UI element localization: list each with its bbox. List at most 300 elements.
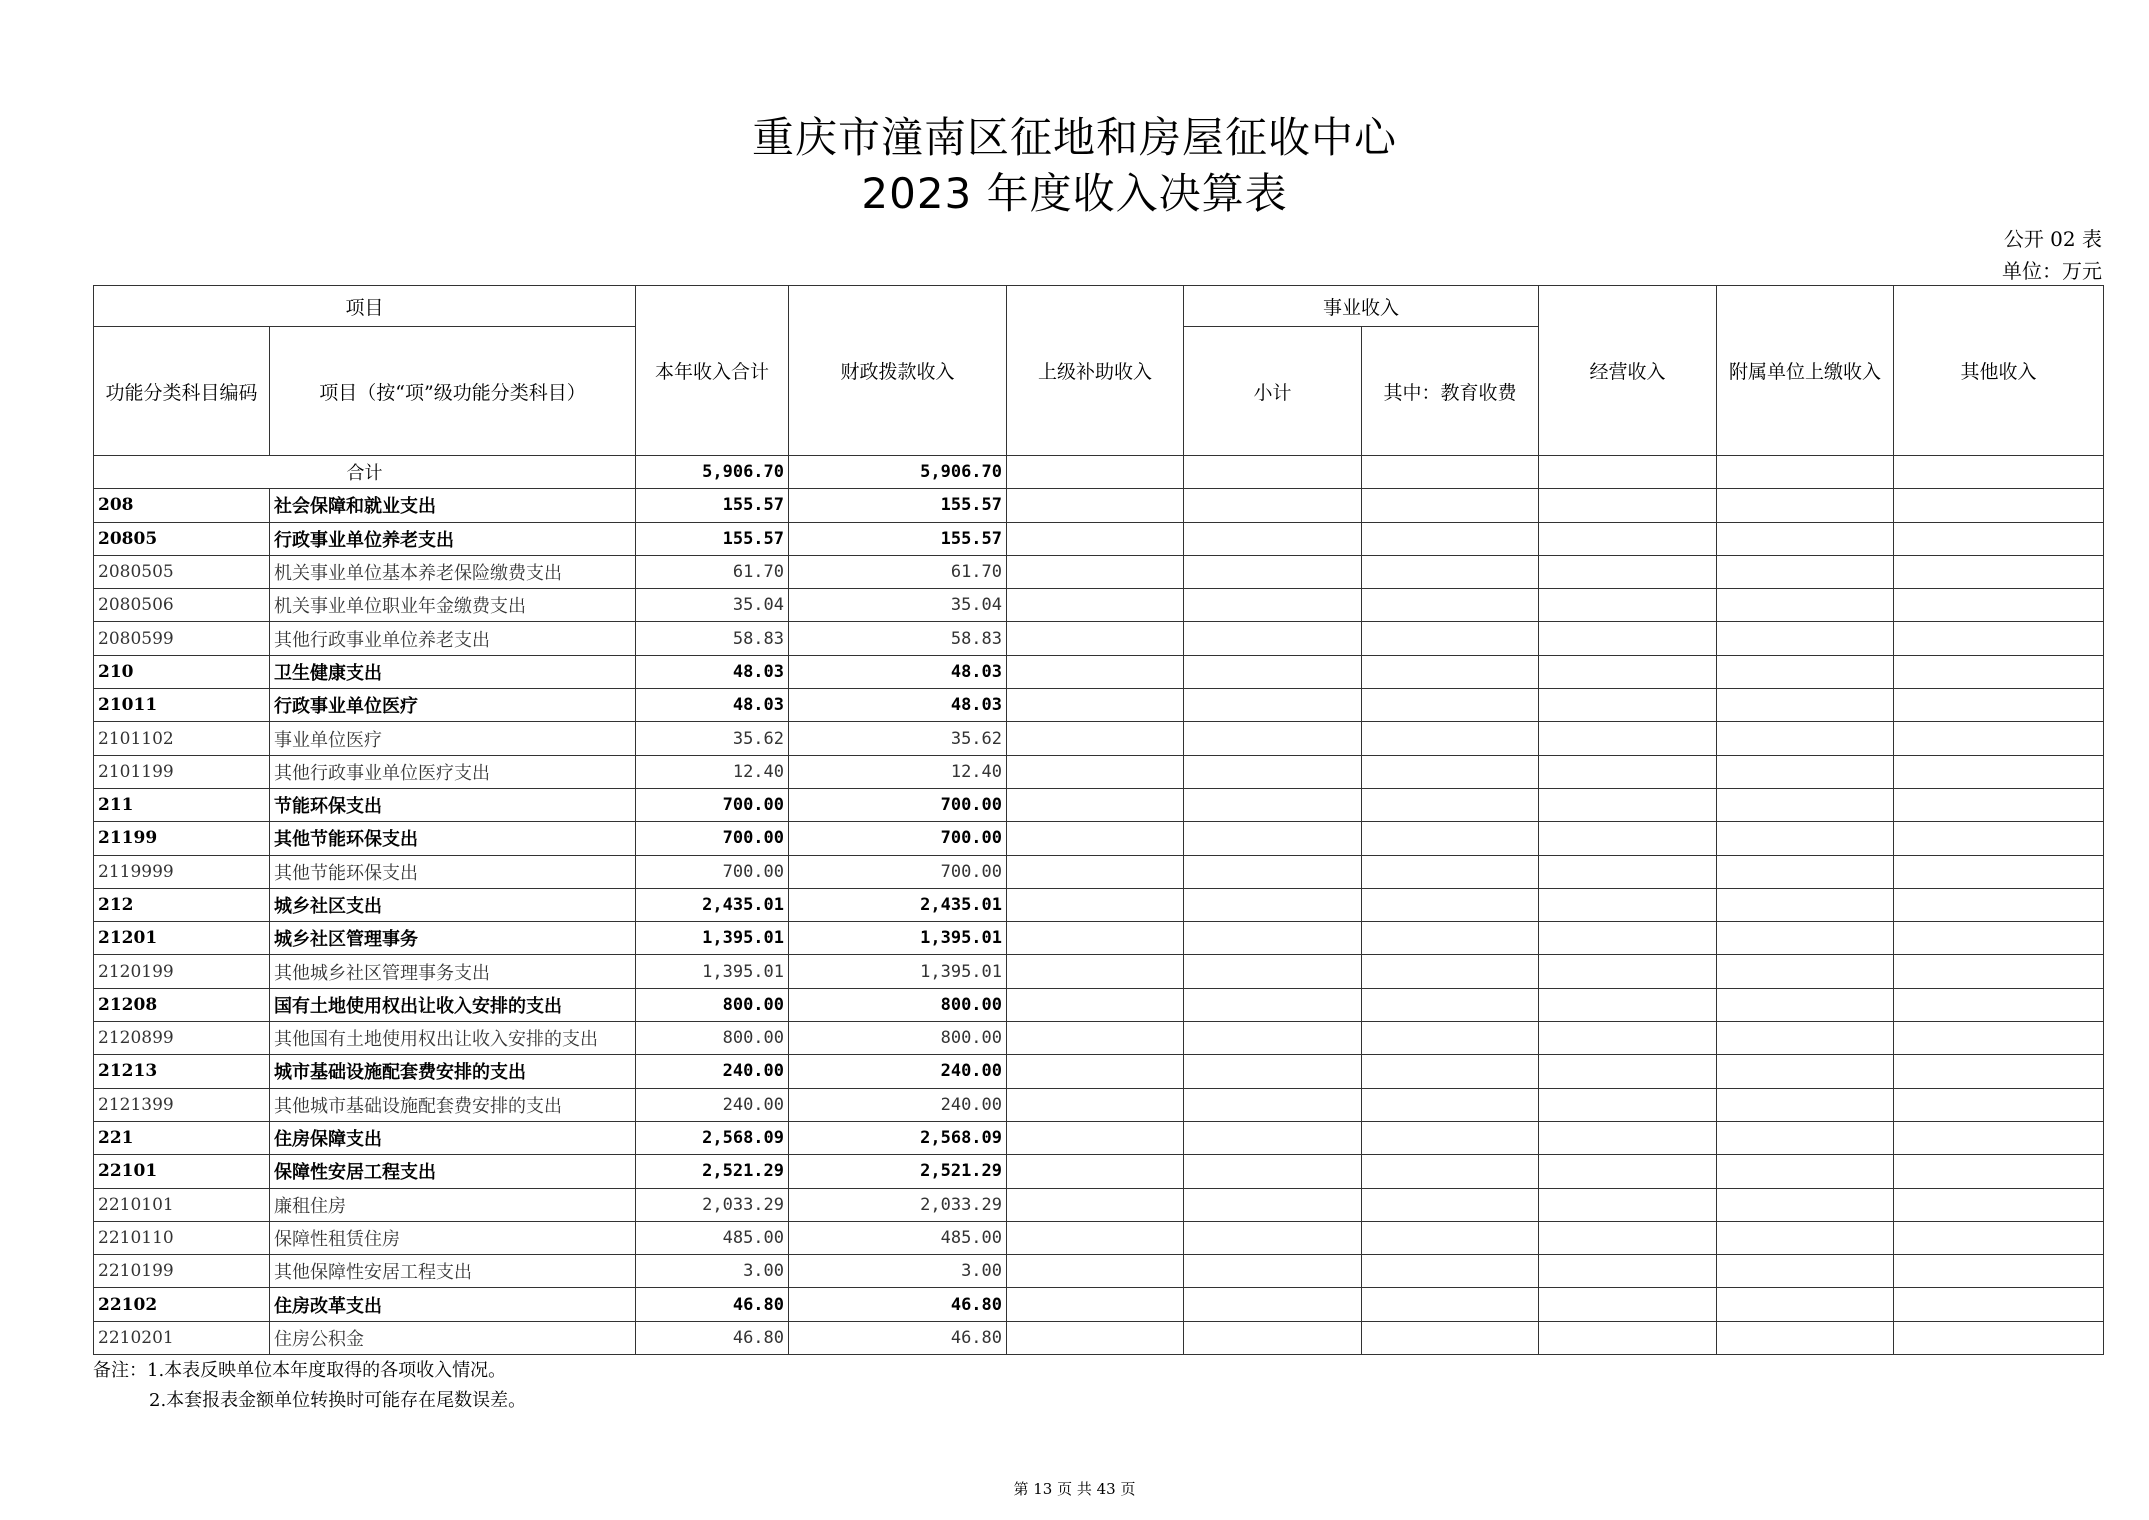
header-affiliated: 附属单位上缴收入 — [1717, 286, 1894, 456]
empty-cell — [1717, 1188, 1894, 1221]
fiscal-cell: 2,435.01 — [789, 888, 1007, 921]
item-name-cell: 住房公积金 — [270, 1321, 636, 1354]
empty-cell — [1894, 855, 2104, 888]
item-name-cell: 行政事业单位养老支出 — [270, 522, 636, 555]
empty-cell — [1539, 1055, 1717, 1088]
code-cell: 2080505 — [94, 555, 270, 588]
empty-cell — [1362, 988, 1539, 1021]
empty-cell — [1539, 1221, 1717, 1254]
empty-cell — [1362, 1321, 1539, 1354]
empty-cell — [1717, 788, 1894, 821]
total-income-cell: 700.00 — [636, 822, 789, 855]
table-row — [94, 655, 2104, 688]
empty-cell — [1717, 456, 1894, 489]
total-income-cell: 2,521.29 — [636, 1155, 789, 1188]
total-income-cell: 61.70 — [636, 555, 789, 588]
unit-label: 单位：万元 — [2002, 259, 2102, 283]
empty-cell — [1717, 1121, 1894, 1154]
empty-cell — [1539, 1288, 1717, 1321]
item-name-cell: 机关事业单位基本养老保险缴费支出 — [270, 555, 636, 588]
empty-cell — [1362, 788, 1539, 821]
empty-cell — [1539, 655, 1717, 688]
total-income-cell: 35.04 — [636, 589, 789, 622]
fiscal-cell: 2,033.29 — [789, 1188, 1007, 1221]
empty-cell — [1362, 456, 1539, 489]
item-name-cell: 保障性安居工程支出 — [270, 1155, 636, 1188]
empty-cell — [1362, 755, 1539, 788]
table-row — [94, 988, 2104, 1021]
empty-cell — [1539, 855, 1717, 888]
header-education-fee: 其中：教育收费 — [1362, 327, 1539, 456]
note-line-1: 备注：1.本表反映单位本年度取得的各项收入情况。 — [93, 1360, 507, 1381]
header-code: 功能分类科目编码 — [94, 327, 270, 456]
empty-cell — [1184, 955, 1362, 988]
notes — [93, 1356, 526, 1416]
total-income-cell: 700.00 — [636, 788, 789, 821]
item-name-cell: 城市基础设施配套费安排的支出 — [270, 1055, 636, 1088]
empty-cell — [1362, 1155, 1539, 1188]
empty-cell — [1362, 622, 1539, 655]
code-cell: 21201 — [94, 922, 270, 955]
empty-cell — [1894, 1221, 2104, 1254]
item-name-cell: 城乡社区支出 — [270, 888, 636, 921]
code-cell: 2210201 — [94, 1321, 270, 1354]
table-row — [94, 1288, 2104, 1321]
empty-cell — [1362, 522, 1539, 555]
empty-cell — [1184, 1288, 1362, 1321]
empty-cell — [1717, 1088, 1894, 1121]
table-row — [94, 522, 2104, 555]
empty-cell — [1007, 922, 1184, 955]
header-fiscal: 财政拨款收入 — [789, 286, 1007, 456]
empty-cell — [1007, 722, 1184, 755]
table-row — [94, 1055, 2104, 1088]
table-row — [94, 1321, 2104, 1354]
empty-cell — [1184, 689, 1362, 722]
code-cell: 22102 — [94, 1288, 270, 1321]
empty-cell — [1717, 722, 1894, 755]
fiscal-cell: 48.03 — [789, 689, 1007, 722]
empty-cell — [1184, 1121, 1362, 1154]
empty-cell — [1894, 788, 2104, 821]
empty-cell — [1894, 1088, 2104, 1121]
empty-cell — [1717, 1321, 1894, 1354]
total-income-cell: 48.03 — [636, 689, 789, 722]
empty-cell — [1007, 456, 1184, 489]
total-income-cell: 1,395.01 — [636, 922, 789, 955]
total-income-cell: 240.00 — [636, 1055, 789, 1088]
fiscal-cell: 1,395.01 — [789, 922, 1007, 955]
fiscal-cell: 46.80 — [789, 1288, 1007, 1321]
item-name-cell: 廉租住房 — [270, 1188, 636, 1221]
item-name-cell: 国有土地使用权出让收入安排的支出 — [270, 988, 636, 1021]
empty-cell — [1894, 1022, 2104, 1055]
empty-cell — [1539, 788, 1717, 821]
empty-cell — [1007, 888, 1184, 921]
total-income-cell: 485.00 — [636, 1221, 789, 1254]
table-row — [94, 589, 2104, 622]
total-income-cell: 1,395.01 — [636, 955, 789, 988]
empty-cell — [1894, 1255, 2104, 1288]
empty-cell — [1184, 1055, 1362, 1088]
total-income-cell: 5,906.70 — [636, 456, 789, 489]
empty-cell — [1007, 1188, 1184, 1221]
header-project: 项目 — [94, 286, 636, 327]
empty-cell — [1894, 489, 2104, 522]
empty-cell — [1539, 1255, 1717, 1288]
empty-cell — [1717, 689, 1894, 722]
empty-cell — [1894, 1055, 2104, 1088]
empty-cell — [1184, 1255, 1362, 1288]
fiscal-cell: 700.00 — [789, 822, 1007, 855]
empty-cell — [1362, 555, 1539, 588]
form-code: 公开 02 表 — [2003, 227, 2102, 251]
total-income-cell: 3.00 — [636, 1255, 789, 1288]
empty-cell — [1184, 988, 1362, 1021]
item-name-cell: 住房改革支出 — [270, 1288, 636, 1321]
empty-cell — [1007, 822, 1184, 855]
empty-cell — [1717, 589, 1894, 622]
total-income-cell: 700.00 — [636, 855, 789, 888]
total-income-cell: 12.40 — [636, 755, 789, 788]
table-row — [94, 788, 2104, 821]
item-name-cell: 城乡社区管理事务 — [270, 922, 636, 955]
item-name-cell: 其他城乡社区管理事务支出 — [270, 955, 636, 988]
empty-cell — [1894, 1288, 2104, 1321]
empty-cell — [1362, 1221, 1539, 1254]
item-name-cell: 其他行政事业单位医疗支出 — [270, 755, 636, 788]
table-row — [94, 555, 2104, 588]
empty-cell — [1184, 722, 1362, 755]
fiscal-cell: 3.00 — [789, 1255, 1007, 1288]
item-name-cell: 其他城市基础设施配套费安排的支出 — [270, 1088, 636, 1121]
empty-cell — [1362, 888, 1539, 921]
item-name-cell: 社会保障和就业支出 — [270, 489, 636, 522]
empty-cell — [1894, 522, 2104, 555]
document-title: 重庆市潼南区征地和房屋征收中心 — [751, 113, 1397, 162]
empty-cell — [1007, 1055, 1184, 1088]
fiscal-cell: 35.62 — [789, 722, 1007, 755]
empty-cell — [1184, 489, 1362, 522]
empty-cell — [1184, 1155, 1362, 1188]
empty-cell — [1539, 489, 1717, 522]
empty-cell — [1717, 855, 1894, 888]
empty-cell — [1894, 689, 2104, 722]
empty-cell — [1717, 1055, 1894, 1088]
code-cell: 2120899 — [94, 1022, 270, 1055]
code-cell: 2210199 — [94, 1255, 270, 1288]
empty-cell — [1007, 988, 1184, 1021]
empty-cell — [1362, 1088, 1539, 1121]
empty-cell — [1894, 988, 2104, 1021]
empty-cell — [1362, 1022, 1539, 1055]
item-name-cell: 其他节能环保支出 — [270, 822, 636, 855]
header-other: 其他收入 — [1894, 286, 2104, 456]
fiscal-cell: 240.00 — [789, 1088, 1007, 1121]
total-income-cell: 155.57 — [636, 522, 789, 555]
empty-cell — [1539, 1022, 1717, 1055]
table-row — [94, 888, 2104, 921]
table-row — [94, 1088, 2104, 1121]
total-income-cell: 2,435.01 — [636, 888, 789, 921]
total-income-cell: 155.57 — [636, 489, 789, 522]
empty-cell — [1539, 1155, 1717, 1188]
empty-cell — [1539, 1088, 1717, 1121]
empty-cell — [1539, 755, 1717, 788]
empty-cell — [1894, 456, 2104, 489]
fiscal-cell: 12.40 — [789, 755, 1007, 788]
total-income-cell: 46.80 — [636, 1288, 789, 1321]
empty-cell — [1539, 589, 1717, 622]
fiscal-cell: 700.00 — [789, 855, 1007, 888]
item-name-cell: 事业单位医疗 — [270, 722, 636, 755]
fiscal-cell: 2,568.09 — [789, 1121, 1007, 1154]
table-row — [94, 855, 2104, 888]
empty-cell — [1894, 822, 2104, 855]
empty-cell — [1362, 1055, 1539, 1088]
empty-cell — [1717, 1255, 1894, 1288]
empty-cell — [1007, 689, 1184, 722]
empty-cell — [1362, 1188, 1539, 1221]
empty-cell — [1539, 822, 1717, 855]
empty-cell — [1894, 1155, 2104, 1188]
empty-cell — [1007, 788, 1184, 821]
empty-cell — [1539, 922, 1717, 955]
empty-cell — [1717, 522, 1894, 555]
empty-cell — [1717, 988, 1894, 1021]
empty-cell — [1007, 589, 1184, 622]
empty-cell — [1894, 655, 2104, 688]
fiscal-cell: 700.00 — [789, 788, 1007, 821]
empty-cell — [1362, 1255, 1539, 1288]
empty-cell — [1007, 1155, 1184, 1188]
total-income-cell: 2,033.29 — [636, 1188, 789, 1221]
fiscal-cell: 800.00 — [789, 988, 1007, 1021]
empty-cell — [1539, 1188, 1717, 1221]
table-row — [94, 722, 2104, 755]
code-cell: 2101199 — [94, 755, 270, 788]
code-cell: 21213 — [94, 1055, 270, 1088]
table-row — [94, 755, 2104, 788]
empty-cell — [1894, 1121, 2104, 1154]
code-cell: 2080506 — [94, 589, 270, 622]
total-fiscal-cell: 5,906.70 — [789, 456, 1007, 489]
empty-cell — [1539, 622, 1717, 655]
empty-cell — [1362, 922, 1539, 955]
item-name-cell: 住房保障支出 — [270, 1121, 636, 1154]
item-name-cell: 机关事业单位职业年金缴费支出 — [270, 589, 636, 622]
empty-cell — [1894, 755, 2104, 788]
empty-cell — [1184, 622, 1362, 655]
fiscal-cell: 800.00 — [789, 1022, 1007, 1055]
empty-cell — [1184, 1088, 1362, 1121]
empty-cell — [1894, 722, 2104, 755]
table-row — [94, 1022, 2104, 1055]
empty-cell — [1539, 955, 1717, 988]
document-subtitle: 2023 年度收入决算表 — [861, 169, 1288, 218]
empty-cell — [1184, 1022, 1362, 1055]
code-cell: 208 — [94, 489, 270, 522]
empty-cell — [1362, 489, 1539, 522]
empty-cell — [1717, 489, 1894, 522]
total-label: 合计 — [94, 456, 636, 489]
empty-cell — [1539, 522, 1717, 555]
total-income-cell: 2,568.09 — [636, 1121, 789, 1154]
item-name-cell: 保障性租赁住房 — [270, 1221, 636, 1254]
income-table — [93, 285, 2104, 1355]
empty-cell — [1184, 855, 1362, 888]
total-income-cell: 800.00 — [636, 988, 789, 1021]
empty-cell — [1539, 722, 1717, 755]
empty-cell — [1007, 855, 1184, 888]
empty-cell — [1362, 689, 1539, 722]
empty-cell — [1539, 555, 1717, 588]
table-row — [94, 622, 2104, 655]
empty-cell — [1007, 1221, 1184, 1254]
empty-cell — [1007, 655, 1184, 688]
empty-cell — [1894, 888, 2104, 921]
header-total-income: 本年收入合计 — [636, 286, 789, 456]
empty-cell — [1184, 922, 1362, 955]
header-operating: 经营收入 — [1539, 286, 1717, 456]
empty-cell — [1717, 955, 1894, 988]
empty-cell — [1539, 888, 1717, 921]
empty-cell — [1007, 1088, 1184, 1121]
empty-cell — [1894, 1321, 2104, 1354]
code-cell: 21208 — [94, 988, 270, 1021]
empty-cell — [1894, 922, 2104, 955]
item-name-cell: 其他行政事业单位养老支出 — [270, 622, 636, 655]
empty-cell — [1184, 1321, 1362, 1354]
total-income-cell: 240.00 — [636, 1088, 789, 1121]
empty-cell — [1717, 1221, 1894, 1254]
empty-cell — [1184, 456, 1362, 489]
item-name-cell: 行政事业单位医疗 — [270, 689, 636, 722]
empty-cell — [1362, 655, 1539, 688]
code-cell: 20805 — [94, 522, 270, 555]
empty-cell — [1184, 655, 1362, 688]
code-cell: 211 — [94, 788, 270, 821]
empty-cell — [1362, 1121, 1539, 1154]
empty-cell — [1717, 822, 1894, 855]
empty-cell — [1539, 1121, 1717, 1154]
empty-cell — [1717, 888, 1894, 921]
header-item: 项目（按“项”级功能分类科目） — [270, 327, 636, 456]
page-number: 第 13 页 共 43 页 — [1013, 1480, 1136, 1498]
fiscal-cell: 155.57 — [789, 522, 1007, 555]
empty-cell — [1362, 722, 1539, 755]
empty-cell — [1717, 655, 1894, 688]
code-cell: 221 — [94, 1121, 270, 1154]
empty-cell — [1539, 988, 1717, 1021]
item-name-cell: 节能环保支出 — [270, 788, 636, 821]
empty-cell — [1717, 555, 1894, 588]
table-row — [94, 1188, 2104, 1221]
fiscal-cell: 485.00 — [789, 1221, 1007, 1254]
table-row — [94, 955, 2104, 988]
empty-cell — [1184, 788, 1362, 821]
empty-cell — [1184, 522, 1362, 555]
table-row — [94, 689, 2104, 722]
empty-cell — [1717, 622, 1894, 655]
code-cell: 2120199 — [94, 955, 270, 988]
table-row — [94, 1121, 2104, 1154]
table-row — [94, 1255, 2104, 1288]
empty-cell — [1539, 689, 1717, 722]
fiscal-cell: 61.70 — [789, 555, 1007, 588]
total-row — [94, 456, 2104, 489]
empty-cell — [1184, 589, 1362, 622]
empty-cell — [1184, 1188, 1362, 1221]
empty-cell — [1007, 1022, 1184, 1055]
item-name-cell: 其他国有土地使用权出让收入安排的支出 — [270, 1022, 636, 1055]
code-cell: 2121399 — [94, 1088, 270, 1121]
code-cell: 2080599 — [94, 622, 270, 655]
table-row — [94, 1221, 2104, 1254]
empty-cell — [1007, 1121, 1184, 1154]
empty-cell — [1184, 888, 1362, 921]
header-superior-subsidy: 上级补助收入 — [1007, 286, 1184, 456]
fiscal-cell: 58.83 — [789, 622, 1007, 655]
fiscal-cell: 35.04 — [789, 589, 1007, 622]
code-cell: 2210110 — [94, 1221, 270, 1254]
total-income-cell: 35.62 — [636, 722, 789, 755]
table-row — [94, 1155, 2104, 1188]
item-name-cell: 卫生健康支出 — [270, 655, 636, 688]
code-cell: 210 — [94, 655, 270, 688]
empty-cell — [1007, 622, 1184, 655]
empty-cell — [1362, 589, 1539, 622]
empty-cell — [1184, 1221, 1362, 1254]
empty-cell — [1894, 589, 2104, 622]
total-income-cell: 48.03 — [636, 655, 789, 688]
code-cell: 2119999 — [94, 855, 270, 888]
table-row — [94, 922, 2104, 955]
note-line-2: 2.本套报表金额单位转换时可能存在尾数误差。 — [149, 1390, 527, 1411]
empty-cell — [1894, 1188, 2104, 1221]
fiscal-cell: 48.03 — [789, 655, 1007, 688]
empty-cell — [1362, 1288, 1539, 1321]
empty-cell — [1894, 955, 2104, 988]
empty-cell — [1007, 955, 1184, 988]
empty-cell — [1717, 1288, 1894, 1321]
empty-cell — [1717, 1155, 1894, 1188]
code-cell: 21199 — [94, 822, 270, 855]
empty-cell — [1717, 1022, 1894, 1055]
empty-cell — [1362, 822, 1539, 855]
fiscal-cell: 1,395.01 — [789, 955, 1007, 988]
fiscal-cell: 155.57 — [789, 489, 1007, 522]
empty-cell — [1184, 822, 1362, 855]
empty-cell — [1539, 456, 1717, 489]
item-name-cell: 其他保障性安居工程支出 — [270, 1255, 636, 1288]
code-cell: 2101102 — [94, 722, 270, 755]
empty-cell — [1539, 1321, 1717, 1354]
total-income-cell: 46.80 — [636, 1321, 789, 1354]
empty-cell — [1362, 855, 1539, 888]
fiscal-cell: 46.80 — [789, 1321, 1007, 1354]
empty-cell — [1007, 522, 1184, 555]
total-income-cell: 58.83 — [636, 622, 789, 655]
empty-cell — [1184, 755, 1362, 788]
table-row — [94, 822, 2104, 855]
empty-cell — [1894, 555, 2104, 588]
code-cell: 2210101 — [94, 1188, 270, 1221]
empty-cell — [1717, 755, 1894, 788]
fiscal-cell: 2,521.29 — [789, 1155, 1007, 1188]
header-subtotal: 小计 — [1184, 327, 1362, 456]
empty-cell — [1007, 1288, 1184, 1321]
